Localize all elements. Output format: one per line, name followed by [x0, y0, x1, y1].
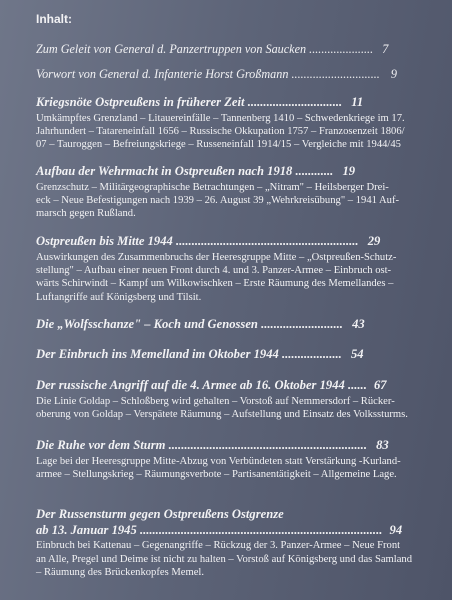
toc-leader: ..........................................................	[175, 234, 359, 248]
toc-page-number: 9	[390, 67, 397, 81]
toc-leader: .....................	[309, 42, 374, 56]
toc-line	[36, 68, 416, 80]
toc-description	[36, 112, 416, 152]
toc-page-number: 19	[342, 164, 356, 178]
toc-leader: ......	[347, 378, 367, 392]
toc-description-line: oberung von Goldap – Verspätete Räumung – Aufstellung und Einsatz des Volkssturms.	[36, 409, 408, 420]
toc-description-line: Lage bei der Heeresgruppe Mitte-Abzug von Verbündeten statt Verstärkung -Kurland-	[36, 455, 401, 467]
toc-description-line: Die Linie Goldap – Schloßberg wird gehalten – Vorstoß auf Nemmersdorf – Rücker-	[36, 395, 395, 407]
toc-page-number: 29	[367, 234, 381, 248]
toc-description	[36, 395, 416, 422]
toc-leader: ..............................	[247, 95, 343, 109]
toc-entry-kriegsnoete	[36, 96, 416, 152]
toc-description-line: eck – Neue Befestigungen nach 1939 – 26. August 39 „Wehrkreisübung" – 1941 Auf-	[36, 195, 399, 206]
toc-entry-russischer-angriff	[36, 379, 416, 421]
toc-entry-memelland	[36, 348, 416, 361]
toc-leader: ..........................	[261, 317, 343, 331]
toc-description-line: marsch gegen Rußland.	[36, 208, 136, 220]
toc-title: Kriegsnöte Ostpreußens in früherer Zeit	[36, 95, 245, 109]
toc-description-line: 07 – Tauroggen – Befreiungskriege – Russeneinfall 1914/15 – Vergleiche mit 1944/45	[36, 139, 401, 151]
toc-title: Der russische Angriff auf die 4. Armee ab 16. Oktober 1944	[36, 378, 345, 392]
toc-description-line: Auswirkungen des Zusammenbruchs der Heeresgruppe Mitte – „Ostpreußen-Schutz-	[36, 251, 397, 263]
toc-line	[36, 379, 416, 392]
toc-description-line: stellung" – Aufbau einer neuen Front durch 4. und 3. Panzer-Armee – Einbruch ost-	[36, 265, 392, 276]
toc-leader: ...............................................................	[168, 438, 367, 452]
toc-line	[36, 318, 416, 331]
toc-title: Zum Geleit von General d. Panzertruppen von Saucken	[36, 42, 307, 56]
toc-title-line-1: Der Russensturm gegen Ostpreußens Ostgrenze	[36, 507, 284, 521]
toc-title: Ostpreußen bis Mitte 1944	[36, 234, 173, 248]
toc-entry-russensturm	[36, 508, 416, 579]
toc-description	[36, 181, 416, 221]
toc-leader: .............................................................................	[139, 522, 383, 537]
toc-line	[36, 235, 416, 248]
toc-title: Aufbau der Wehrmacht in Ostpreußen nach 1918	[36, 164, 293, 178]
toc-description-line: armee – Stellungskrieg – Räumungsverbote – Partisanentätigkeit – Allgemeine Lage.	[36, 469, 397, 480]
toc-page-number: 7	[382, 42, 389, 56]
toc-entry-vorwort	[36, 68, 416, 80]
toc-line	[36, 524, 416, 537]
toc-title: Die Ruhe vor dem Sturm	[36, 438, 166, 452]
toc-page-number: 67	[374, 378, 387, 392]
toc-description-line: Umkämpftes Grenzland – Litauereinfälle – Tannenberg 1410 – Schwedenkriege im 17.	[36, 112, 405, 124]
toc-leader: ............	[295, 164, 334, 178]
toc-entry-aufbau	[36, 165, 416, 221]
toc-description-line: Grenzschutz – Militärgeographische Betrachtungen – „Nitram" – Heilsberger Drei-	[36, 181, 389, 193]
toc-description	[36, 539, 416, 579]
toc-page-number: 43	[352, 317, 365, 331]
toc-line	[36, 165, 416, 178]
toc-line	[36, 439, 416, 452]
toc-entry-ostpreussen-1944	[36, 235, 416, 304]
toc-entry-geleit	[36, 43, 416, 55]
toc-title-continued: ab 13. Januar 1945	[36, 522, 137, 537]
toc-title: Die „Wolfsschanze" – Koch und Genossen	[36, 317, 258, 331]
toc-title: Der Einbruch ins Memelland im Oktober 1944	[36, 347, 279, 361]
toc-page-number: 83	[376, 438, 389, 452]
toc-description-line: Jahrhundert – Tatareneinfall 1656 – Russische Okkupation 1757 – Franzosenzeit 1806/	[36, 126, 405, 137]
contents-heading: Inhalt:	[36, 12, 72, 26]
toc-page-number: 11	[351, 95, 364, 109]
toc-line	[36, 96, 416, 109]
toc-description-line: Luftangriffe auf Königsberg und Tilsit.	[36, 291, 202, 303]
toc-line	[36, 43, 416, 55]
toc-leader: .............................	[291, 67, 380, 81]
toc-entry-wolfsschanze	[36, 318, 416, 331]
toc-description-line: wärts Schirwindt – Kampf um Wilkowischken – Erste Räumung des Memellandes –	[36, 278, 394, 290]
toc-title: Vorwort von General d. Infanterie Horst Großmann	[36, 67, 289, 81]
toc-description	[36, 455, 416, 482]
toc-description	[36, 251, 416, 305]
toc-leader: ...................	[281, 347, 342, 361]
toc-page-number: 54	[350, 347, 364, 361]
toc-description-line: Einbruch bei Kattenau – Gegenangriffe – Rückzug der 3. Panzer-Armee – Neue Front	[36, 540, 401, 552]
toc-description-line: – Räumung des Brückenkopfes Memel.	[36, 567, 204, 578]
toc-line	[36, 348, 416, 361]
toc-entry-ruhe-vor-dem-sturm	[36, 439, 416, 481]
toc-description-line: an Alle, Pregel und Deime ist nicht zu halten – Vorstoß auf Königsberg und das Samland	[36, 553, 413, 565]
toc-page-number: 94	[389, 522, 403, 537]
